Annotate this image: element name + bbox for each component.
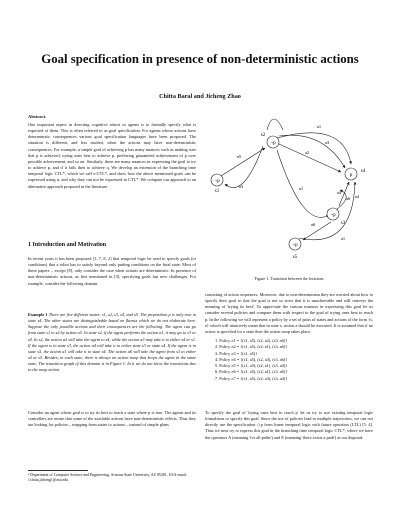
policy-item: 6. Policy π6 = {(s1, a5), (s2, a1), (s3, a6)} — [215, 369, 288, 375]
policy-item: 7. Policy π7 = {(s1, a5), (s2, a3), (s3, a4)} — [215, 375, 288, 381]
edge-label-a5: a5 — [236, 154, 242, 159]
node-s5-text: ¬p — [292, 243, 298, 248]
edge-label-s2-s4-a1: a1 — [316, 124, 322, 129]
edge-s2-noop-loop — [267, 119, 283, 130]
policy-item: 5. Policy π5 = {(s1, a5), (s2, a1), (s3, a4)} — [215, 363, 288, 369]
node-s5-label: s5 — [292, 255, 298, 260]
policy-item: 1. Policy π1 = {(s1, a5), (s2, a2), (s3, a6)} — [215, 338, 288, 343]
edge-s2-s1 — [225, 146, 263, 188]
footnote: ¹ Department of Computer Science and Engineering, Arizona State University, AZ 85281, USA email: {chitta,jicheng}@asu.edu — [28, 473, 187, 483]
figure-caption: Figure 1. Transition between the locations — [254, 276, 324, 281]
node-s2-text: ¬p — [270, 141, 276, 146]
policy-item: 3. Policy π3 = {(s1, a5)} — [215, 350, 258, 356]
node-s3-text: ¬p — [330, 213, 336, 218]
edge-s1-s2 — [221, 148, 265, 176]
abstract-body: One important aspect in directing cognitive robots or agents is to formally specify what is expected of them. This is often referred to as goal specification. For agents whose actions have deterministic consequences various goal specification languages have been proposed. The situation is different, and less studied, when the actions may have non-deterministic consequences. For example, a simple goal of achieving p has many nuances such as making sure that p is achieved, trying ones best to achieve p, preferring guaranteed achievement of p over possible achievement, and so on. Similarly, there are many nuances in expressing the goal to try to achieve p, and if it fails then to achieve q. We develop an extension of the branching time temporal logic CTL*, which we call π-CTL*, and show how the above mentioned goals can be expressed using it, and why they can not be expressed in CTL*. We compare our approach to an alternative approach proposed in the literature. — [28, 122, 196, 189]
paper-authors: Chitta Baral and Jicheng Zhao — [159, 93, 241, 100]
edge-s2-s4-a3 — [279, 135, 345, 168]
second-paragraph: Consider an agent whose goal is to try its best to reach a state where p is true. The agents and its controllers are aware that some of the available actions have non-deterministic effects. Thus they are looking for policies – mapping from states to actions – instead of simple plans — [28, 410, 196, 428]
section-heading: 1 Introduction and Motivation — [28, 242, 107, 248]
edge-s3-s5 — [303, 222, 331, 240]
example-text: There are five different states: s1, s2, s3, s4, and s5. The proposition p is only true in state s4. The other states are distinguishable based on fluents which we do not elaborate here. Suppose the only possible actions and their consequences are the following. The agent can go from state s1 to s2 by action a5. In state s2, if the agent performs the action a1, it may go to s3 or s4. In s2, the action a2 will take the agent to s4, while the action a3 may take it to either s4 or s1. If the agent is in state s3, the action a4 will take it to either state s3 or state s4. If the agent is in state s5, the action a1 will take it to state s4. The action a6 will take the agent from s3 to either s4 or s5. Besides, in each state, there is always an action noop that keeps the agent in the same state. The transition graph of this domain is in Figure 1. In it we do not show the transitions due to the noop action. — [28, 312, 196, 373]
example-paragraph — [28, 312, 196, 374]
transition-graph — [203, 110, 375, 270]
edge-label-s3-s4-a6: a6 — [345, 196, 351, 201]
policy-list — [215, 338, 375, 382]
node-s4-text: p — [349, 173, 353, 178]
right-paragraph-2: To specify the goal of 'trying ones best to reach p' let us try to use existing temporal logic formalisms to specify this goal. Since the use of policies lead to multiple trajectories, we can not directly use the specification ◇p from linear temporal logic with future operators (LTL) [5, 4]. Thus we next try to express this goal in the branching time temporal logic CTL*, where we have the operators A (meaning 'for all paths') and E (meaning 'there exists a path') at our disposal. — [205, 410, 373, 440]
edge-label-s3-loop-a4: a4 — [354, 194, 360, 199]
edge-label-s3-s4-a4: a4 — [336, 190, 342, 195]
paper-title: Goal specification in presence of non-deterministic actions — [41, 52, 359, 66]
right-paragraph-1: consisting of action sequences. Moreover, due to non-determinism they are worried about how to specify their goal so that the goal is not so strict that it is unachievable and still conveys the meaning of 'trying its best'. To appreciate the various nuances in expressing this goal let us consider several policies and compare them with respect to the goal of trying ones best to reach p. In the following we will represent a policy by a set of pairs of states and actions of the form {s, a} which will intuitively mean that in state s, action a should be executed. It is assumed that if no action is specified for a state then the action noop takes place. — [205, 292, 373, 334]
example-label: Example 1 — [28, 312, 48, 317]
abstract-heading: Abstract. — [28, 114, 47, 119]
edge-label-s2-s3-a1: a1 — [298, 186, 304, 191]
policy-item: 4. Policy π4 = {(s1, a5), (s2, a3), (s3, a6)} — [215, 356, 288, 362]
edge-label-s2-s4-a3: a3 — [324, 140, 330, 145]
node-s1-label: s1 — [214, 189, 220, 194]
node-s4-label: s4 — [360, 169, 366, 174]
node-s2-label: s2 — [260, 133, 266, 138]
edge-label-s3-s5-a6: a6 — [310, 222, 316, 227]
footnote-rule — [28, 470, 88, 471]
node-s3-label: s3 — [340, 221, 346, 226]
edge-label-s2-s1-a3: a3 — [238, 184, 244, 189]
node-s1-text: ¬p — [214, 179, 220, 184]
edge-label-a2: a2 — [304, 150, 310, 155]
intro-paragraph: In recent years it has been proposed [1, 7, 8, 2] that temporal logic be used to specify goals (or conditions) that a robot has to satisfy beyond only putting conditions on the final state. Most of these papers – except [8], only consider the case when actions are deterministic. In presence of non-deterministic actions, as first mentioned in [3], specifying goals has new challenges. For example, consider the following domain. — [28, 256, 196, 286]
edge-s2-s3 — [277, 150, 329, 217]
edge-label-s5-s4-a1: a1 — [340, 236, 346, 241]
policy-item: 2. Policy π2 = {(s1, a5), (s2, a1), (s3, a6)} — [215, 344, 288, 350]
edge-s2-s4-a2 — [279, 144, 341, 172]
